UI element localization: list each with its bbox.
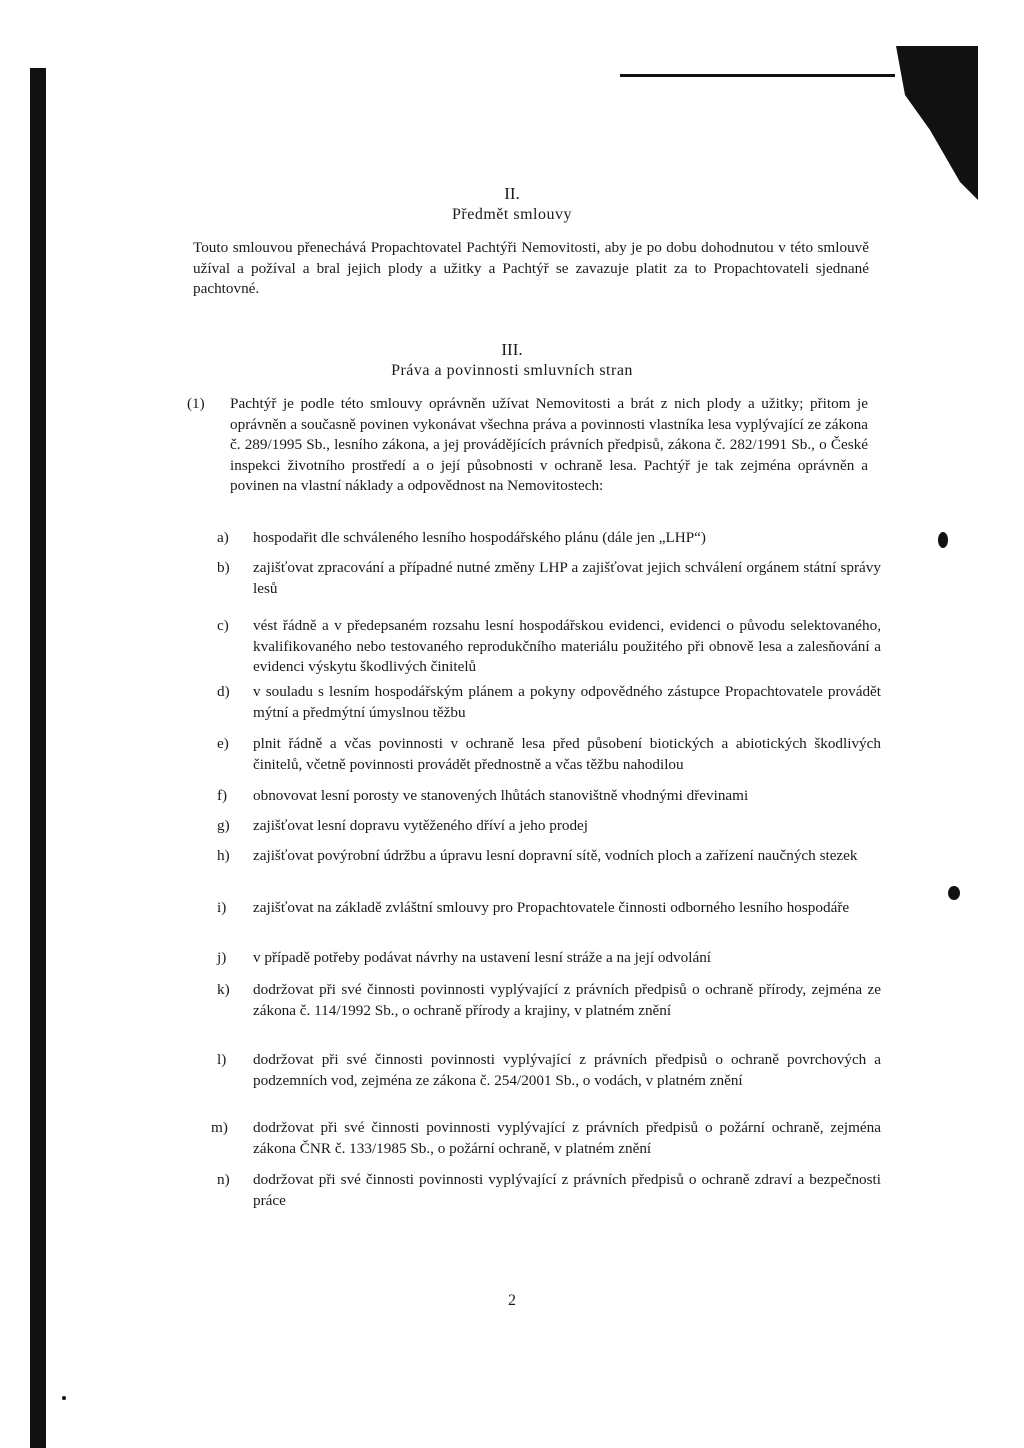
section-2-title: Předmět smlouvy — [452, 206, 572, 223]
list-item-text: vést řádně a v předepsaném rozsahu lesní hospodářskou evidenci, evidenci o původu selektovaného, kvalifikovaného nebo testovaného reprodukčního materiálu použitého při obnově lesa a zalesňování a evidenci výskytu škodlivých činitelů — [253, 617, 881, 675]
list-item-label: j) — [217, 949, 227, 966]
list-item-text: v souladu s lesním hospodářským plánem a pokyny odpovědného zástupce Propachtovatele provádět mýtní a předmýtní úmyslnou těžbu — [253, 683, 881, 721]
list-item-label: d) — [217, 683, 230, 700]
list-item-text: plnit řádně a včas povinnosti v ochraně lesa před působení biotických a abiotických škodlivých činitelů, včetně povinnosti provádět přednostně a včas těžbu nahodilou — [253, 735, 881, 773]
list-item-label: m) — [211, 1119, 228, 1136]
scan-corner-shadow — [0, 0, 1024, 240]
list-item-text: dodržovat při své činnosti povinnosti vyplývající z právních předpisů o ochraně zdraví a bezpečnosti práce — [253, 1171, 881, 1209]
section-2-paragraph: Touto smlouvou přenechává Propachtovatel Pachtýři Nemovitosti, aby je po dobu dohodnutou v této smlouvě užíval a požíval a bral jejich plody a užitky a Pachtýř se zavazuje platit za to Propachtovateli sjednané pachtovné. — [193, 239, 869, 297]
list-item-text: dodržovat při své činnosti povinnosti vyplývající z právních předpisů o ochraně přírody, zejména ze zákona č. 114/1992 Sb., o ochraně přírody a krajiny, v platném znění — [253, 981, 881, 1019]
list-item-text: zajišťovat na základě zvláštní smlouvy pro Propachtovatele činnosti odborného lesního hospodáře — [253, 899, 850, 916]
list-item-text: dodržovat při své činnosti povinnosti vyplývající z právních předpisů o požární ochraně, zejména zákona ČNR č. 133/1985 Sb., o požární ochraně, v platném znění — [253, 1119, 881, 1157]
list-item-label: k) — [217, 981, 230, 998]
clause-1-text: Pachtýř je podle této smlouvy oprávněn užívat Nemovitosti a brát z nich plody a užitky; přitom je oprávněn a současně povinen vykonávat všechna práva a povinnosti vlastníka lesa vyplývající ze zákona č. 289/1995 Sb., lesního zákona, a jej provádějících právních předpisů, zákona č. 282/1991 Sb., o České inspekci životního prostředí a o její působnosti v ochraně lesa. Pachtýř je tak zejména oprávněn a povinen na vlastní náklady a odpovědnost na Nemovitostech: — [230, 395, 868, 494]
list-item-label: b) — [217, 559, 230, 576]
scan-edge-left — [30, 68, 46, 1448]
list-item-text: zajišťovat lesní dopravu vytěženého dříví a jeho prodej — [253, 817, 589, 834]
list-item-text: dodržovat při své činnosti povinnosti vyplývající z právních předpisů o ochraně povrchových a podzemních vod, zejména ze zákona č. 254/2001 Sb., o vodách, v platném znění — [253, 1051, 881, 1089]
list-item-text: zajišťovat zpracování a případné nutné změny LHP a zajišťovat jejich schválení orgánem státní správy lesů — [253, 559, 881, 597]
section-2-number: II. — [504, 184, 520, 203]
list-item-label: c) — [217, 617, 229, 634]
list-item-text: zajišťovat povýrobní údržbu a úpravu lesní dopravní sítě, vodních ploch a zařízení naučných stezek — [253, 847, 858, 864]
section-3-number: III. — [501, 340, 523, 359]
page-number: 2 — [508, 1292, 516, 1309]
list-item-text: obnovovat lesní porosty ve stanovených lhůtách stanovištně vhodnými dřevinami — [253, 787, 749, 804]
list-item-text: hospodařit dle schváleného lesního hospodářského plánu (dále jen „LHP“) — [253, 529, 706, 546]
list-item-text: v případě potřeby podávat návrhy na ustavení lesní stráže a na její odvolání — [253, 949, 712, 966]
scan-speck — [62, 1396, 66, 1400]
list-item-label: l) — [217, 1051, 227, 1068]
list-item-label: h) — [217, 847, 230, 864]
list-item-label: i) — [217, 899, 227, 916]
list-item-label: e) — [217, 735, 229, 752]
list-item-label: n) — [217, 1171, 230, 1188]
list-item-label: a) — [217, 529, 229, 546]
scan-speck — [948, 886, 960, 900]
clause-marker: (1) — [187, 395, 205, 412]
list-item-label: f) — [217, 787, 228, 804]
list-item-label: g) — [217, 817, 230, 834]
scan-speck — [938, 532, 948, 548]
section-3-title: Práva a povinnosti smluvních stran — [391, 362, 633, 379]
